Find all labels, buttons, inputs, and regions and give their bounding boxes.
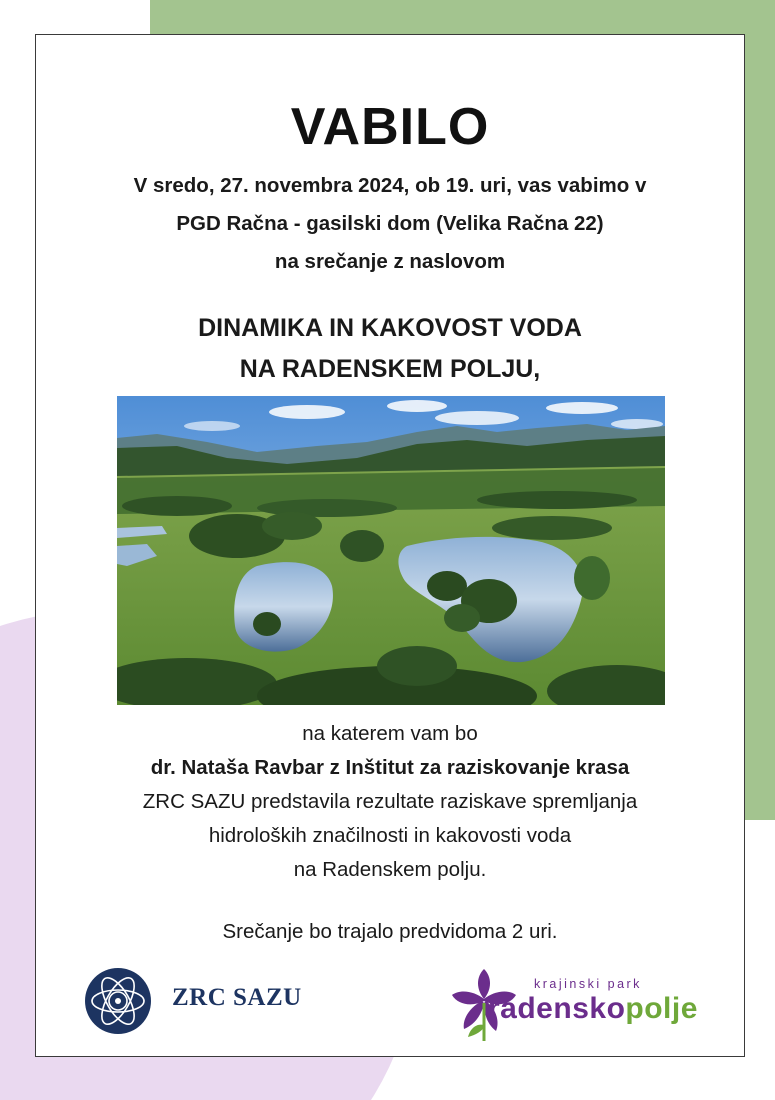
park-name-part2: polje [625,992,698,1025]
invitation-title: VABILO [290,98,490,156]
park-subtitle: krajinski park [534,977,642,991]
landscape-photo [117,396,665,705]
description-text [36,717,744,887]
description-line: na katerem vam bo [302,722,478,745]
description-line: na Radenskem polju. [293,858,487,881]
zrc-sazu-emblem-icon [84,967,152,1035]
talk-title-line: NA RADENSKEM POLJU, [239,355,541,383]
radensko-polje-logo [446,963,736,1043]
intro-line: na srečanje z naslovom [274,250,506,273]
duration-text: Srečanje bo trajalo predvidoma 2 uri. [222,920,558,943]
radensko-polje-landscape-image [117,396,665,705]
zrc-sazu-wordmark: ZRC SAZU [172,984,302,1011]
talk-title [36,308,744,390]
speaker-line: dr. Nataša Ravbar z Inštitut za raziskovanje krasa [150,756,630,779]
intro-line: PGD Račna - gasilski dom (Velika Račna 22) [176,212,604,235]
park-name-part1: radensko [488,992,626,1025]
description-line: hidroloških značilnosti in kakovosti voda [208,824,572,847]
talk-title-line: DINAMIKA IN KAKOVOST VODA [198,314,582,342]
intro-text [36,167,744,281]
description-line: ZRC SAZU predstavila rezultate raziskave spremljanja [142,790,638,813]
park-name [488,992,698,1026]
invitation-card [35,34,745,1057]
intro-line: V sredo, 27. novembra 2024, ob 19. uri, vas vabimo v [133,174,647,197]
zrc-sazu-logo [84,967,324,1035]
